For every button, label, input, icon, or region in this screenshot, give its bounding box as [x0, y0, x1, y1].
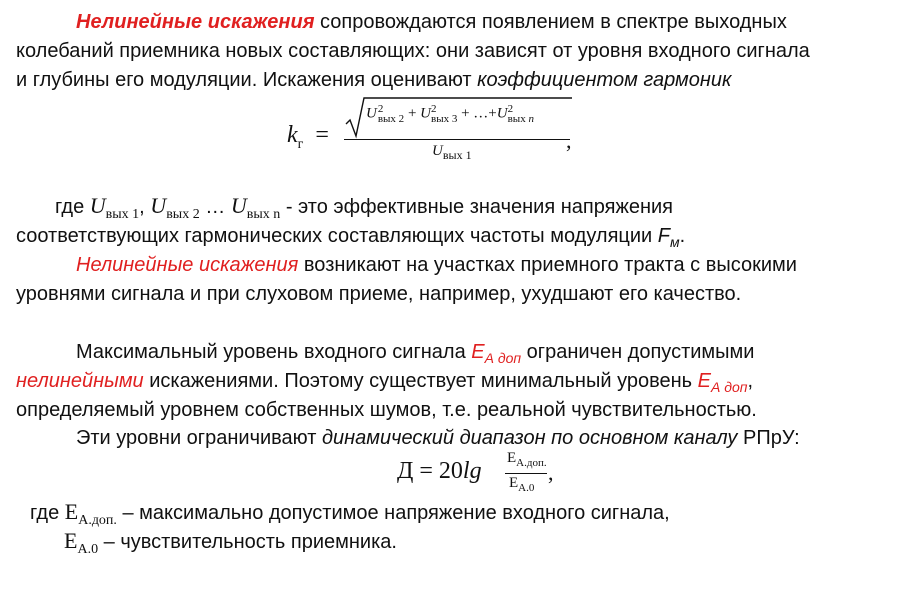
kg-equals: = — [315, 122, 329, 148]
e-symbol: Е — [64, 499, 79, 524]
e2-subscript: А.0 — [77, 542, 99, 557]
para6-line1: где $Е_{А.доп.}$ – максимально допустимое напряжение входного сигнала, — [30, 499, 670, 528]
formula-d-denominator: $Е_{А.0}$ — [509, 475, 535, 494]
d-fraction-bar — [505, 473, 547, 474]
formula-kg-denominator: $U_{вых 1}$ — [432, 143, 472, 162]
kg-tail-comma: , — [566, 128, 572, 153]
term-harmonic-coefficient: коэффициентом гармоник — [477, 69, 732, 91]
e-subscript: А.доп. — [78, 513, 117, 528]
un-subscript: вых n — [246, 207, 281, 222]
u2-subscript: вых 2 — [166, 207, 200, 222]
para4-line1: Максимальный уровень входного сигнала $E_{А доп}$ ограничен допустимыми — [76, 341, 755, 366]
para6-line2: $Е_{А.0}$ – чувствительность приемника. — [64, 528, 397, 557]
para2-line2: соответствующих гармонических составляющих частоты модуляции $F_м$. — [16, 225, 686, 250]
term-nonlinear: нелинейными — [16, 370, 144, 392]
para2-text1: - это эффективные значения напряжения — [280, 196, 674, 218]
ea-symbol: E — [471, 341, 485, 363]
formula-d-numerator: $Е_{А.доп.}$ — [507, 450, 547, 469]
para1-line3 — [16, 67, 731, 93]
para1-line1 — [76, 9, 787, 35]
para1-text1: сопровождаются появлением в спектре выходных — [314, 11, 787, 33]
para2-gde: где — [55, 196, 90, 218]
u1-subscript: вых 1 — [105, 207, 140, 222]
d-tail-comma: , — [548, 460, 554, 485]
ea2-symbol: E — [697, 370, 711, 392]
formula-d-lhs: Д = 20lg — [397, 458, 482, 484]
formula-kg-numerator: U 2 вых 2 + U 2 вых 3 + …+U 2 вых n — [366, 103, 534, 125]
term-nonlinear-distortion-2: Нелинейные искажения — [76, 254, 299, 276]
formula-kg-lhs — [287, 122, 329, 153]
para4-line2: нелинейными искажениями. Поэтому существует минимальный уровень $E_{А доп}$, — [16, 370, 754, 395]
para1-line3a: и глубины его модуляции. Искажения оценивают — [16, 69, 478, 91]
ea2-subscript: А доп — [710, 379, 748, 395]
fm-subscript: м — [669, 234, 680, 250]
para3-line1: Нелинейные искажения возникают на участках приемного тракта с высокими — [76, 254, 797, 276]
fm-symbol: F — [657, 225, 670, 247]
ea-subscript: А доп — [484, 350, 522, 366]
para4-line3: определяемый уровнем собственных шумов, т.е. реальной чувствительностью. — [16, 399, 757, 421]
kg-symbol: k — [287, 122, 298, 148]
para1-line2: колебаний приемника новых составляющих: они зависят от уровня входного сигнала — [16, 40, 810, 62]
term-nonlinear-distortion: Нелинейные искажения — [76, 11, 315, 33]
term-dynamic-range: динамический диапазон по основном каналу — [321, 427, 738, 449]
para5-line1: Эти уровни ограничивают динамический диапазон по основном каналу РПрУ: — [76, 427, 800, 449]
e2-symbol: Е — [64, 528, 78, 553]
para2-line1: где $U_{вых 1}$, $U_{вых 2}$ … $U_{вых n}$ - это эффективные значения напряжения — [55, 193, 674, 222]
kg-subscript: г — [297, 136, 304, 152]
kg-fraction-bar — [344, 139, 570, 140]
para3-line2: уровнями сигнала и при слуховом приеме, например, ухудшают его качество. — [16, 283, 742, 305]
